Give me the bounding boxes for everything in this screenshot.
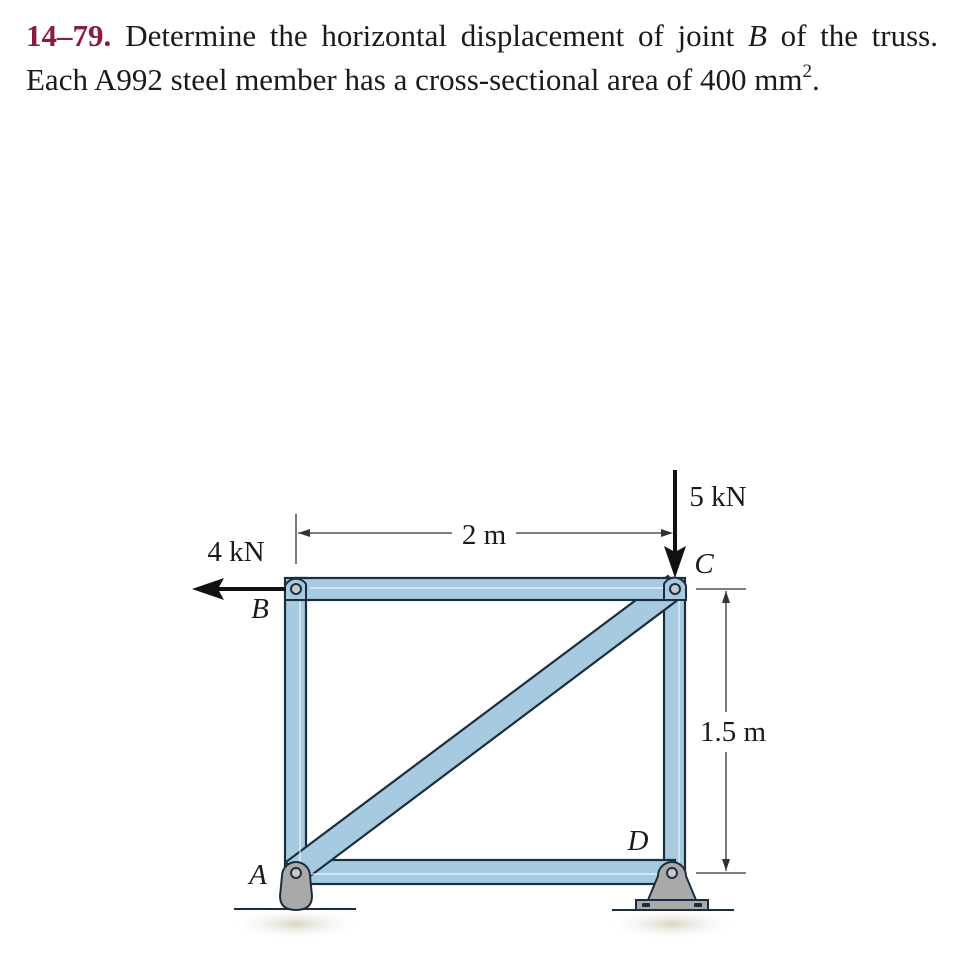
problem-text-2: of the truss. Each A992 steel member has a cross-sectional area of 400 mm	[26, 18, 938, 97]
label-joint-B: B	[251, 593, 269, 625]
pin-A	[291, 868, 301, 878]
label-1-5m: 1.5 m	[699, 716, 767, 748]
member-CD	[664, 578, 685, 874]
label-joint-C: C	[694, 548, 714, 580]
pin-D	[667, 868, 677, 878]
area-exponent: 2	[802, 61, 812, 82]
problem-text: Determine the horizontal displacement of joint	[125, 18, 748, 53]
label-4kN: 4 kN	[207, 536, 265, 568]
label-joint-A: A	[249, 859, 267, 891]
ground-shadow-left	[228, 908, 364, 940]
label-joint-D: D	[627, 825, 649, 857]
label-5kN: 5 kN	[689, 481, 747, 513]
pin-B	[291, 584, 301, 594]
problem-joint: B	[747, 18, 767, 53]
member-AD	[295, 860, 675, 884]
member-BC	[295, 578, 675, 600]
pin-C	[670, 584, 680, 594]
problem-number: 14–79.	[26, 18, 112, 53]
member-AB	[285, 578, 306, 874]
ground-shadow-right	[604, 908, 740, 940]
label-2m: 2 m	[461, 519, 507, 551]
member-AC	[286, 576, 683, 883]
problem-end: .	[811, 62, 820, 97]
